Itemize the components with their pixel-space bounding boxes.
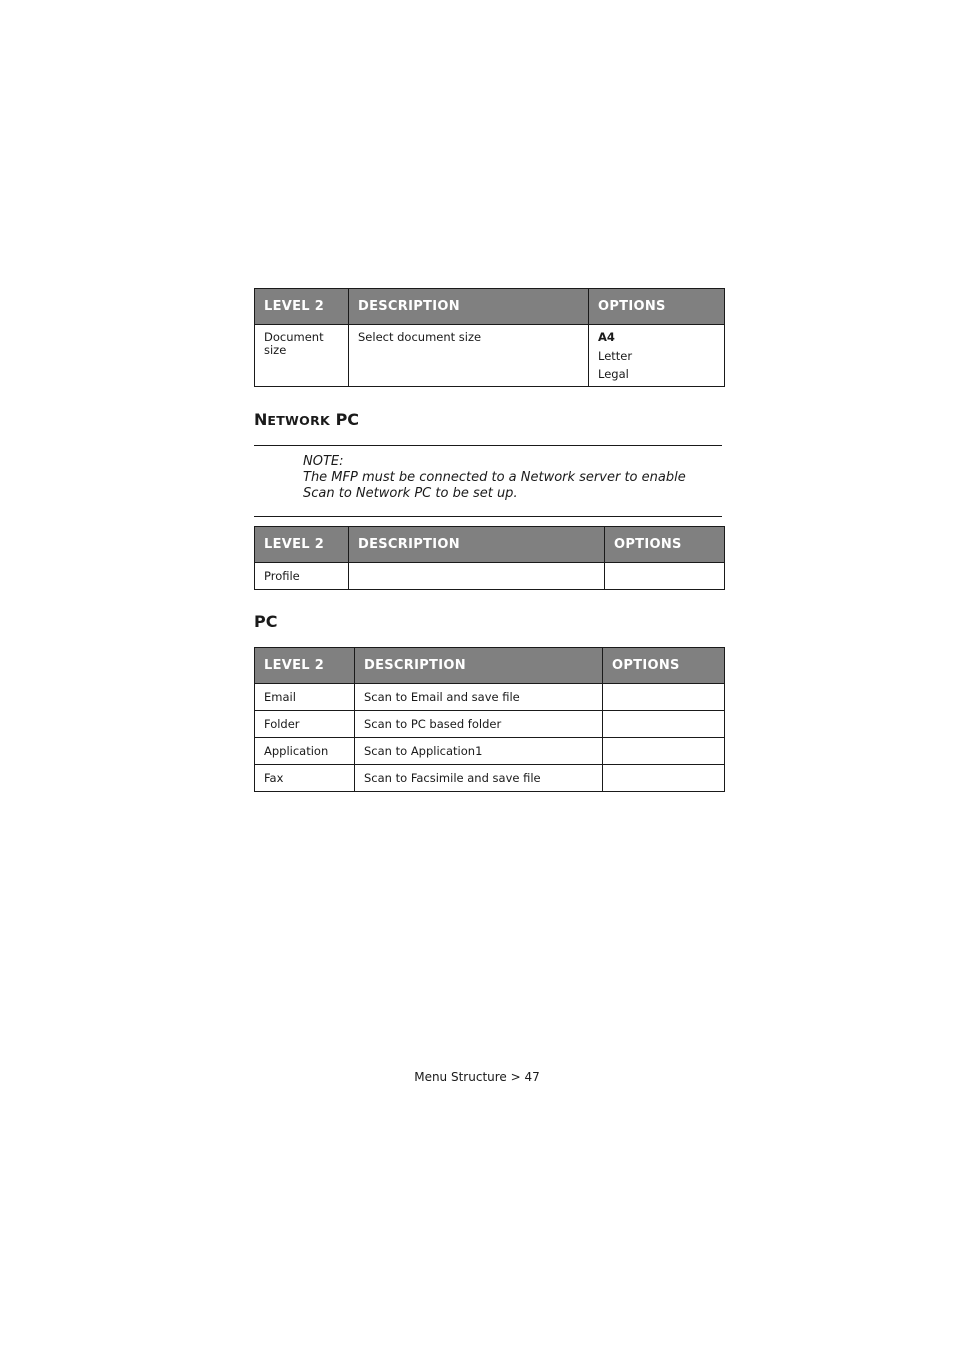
heading-suffix: PC (335, 410, 360, 429)
heading-smallcaps: ETWORK (267, 413, 330, 428)
table-row (255, 738, 725, 765)
network-pc-heading (254, 410, 359, 429)
table-row (255, 325, 725, 387)
cell-options (605, 563, 725, 590)
table-row (255, 563, 725, 590)
option-default: A4 (598, 330, 615, 344)
cell-description: Scan to Email and save file (355, 684, 603, 711)
header-description: DESCRIPTION (349, 527, 605, 563)
header-level2: LEVEL 2 (255, 527, 349, 563)
network-pc-table (254, 526, 725, 590)
cell-description: Select document size (349, 325, 589, 387)
cell-options (603, 684, 725, 711)
header-description: DESCRIPTION (355, 648, 603, 684)
note-block (303, 454, 723, 502)
note-text-line: Scan to Network PC to be set up. (303, 486, 518, 501)
header-description: DESCRIPTION (349, 289, 589, 325)
table-header-row (255, 527, 725, 563)
header-level2: LEVEL 2 (255, 289, 349, 325)
table-row (255, 765, 725, 792)
note-bottom-rule (254, 516, 722, 517)
cell-level2: Document size (255, 325, 349, 387)
document-size-table (254, 288, 725, 387)
cell-level2: Folder (255, 711, 355, 738)
header-options: OPTIONS (589, 289, 725, 325)
cell-level2: Email (255, 684, 355, 711)
header-options: OPTIONS (603, 648, 725, 684)
option-item: Letter (598, 349, 633, 363)
cell-description: Scan to PC based folder (355, 711, 603, 738)
pc-heading: PC (254, 612, 278, 631)
cell-options (603, 711, 725, 738)
table-header-row (255, 648, 725, 684)
heading-initial: N (254, 410, 268, 429)
pc-table (254, 647, 725, 792)
cell-description: Scan to Facsimile and save file (355, 765, 603, 792)
header-level2: LEVEL 2 (255, 648, 355, 684)
option-item: Legal (598, 367, 629, 381)
note-top-rule (254, 445, 722, 446)
note-label: NOTE: (303, 454, 344, 469)
note-text-line: The MFP must be connected to a Network server to enable (303, 470, 686, 485)
cell-level2: Application (255, 738, 355, 765)
cell-level2: Fax (255, 765, 355, 792)
page-footer: Menu Structure > 47 (414, 1070, 540, 1084)
cell-description (349, 563, 605, 590)
cell-description: Scan to Application1 (355, 738, 603, 765)
cell-options (603, 765, 725, 792)
table-header-row (255, 289, 725, 325)
table-row (255, 684, 725, 711)
header-options: OPTIONS (605, 527, 725, 563)
cell-level2: Profile (255, 563, 349, 590)
table-row (255, 711, 725, 738)
cell-options (589, 325, 725, 387)
cell-options (603, 738, 725, 765)
